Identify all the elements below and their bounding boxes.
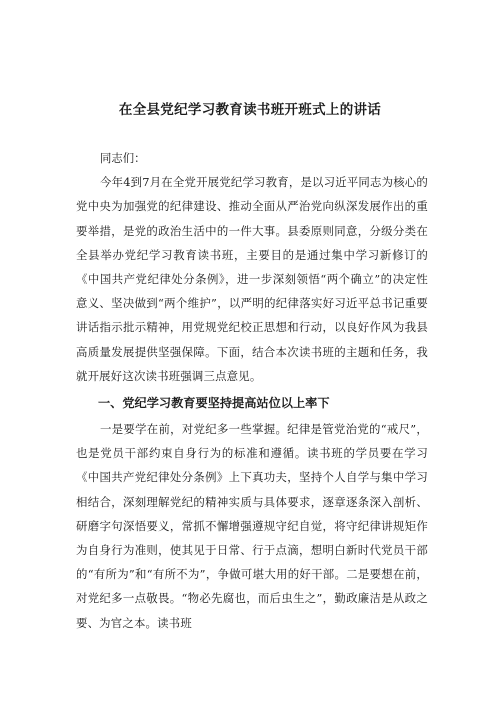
section-1-paragraph: 一是要学在前，对党纪多一些掌握。纪律是管党治党的“戒尺”，也是党员干部约束自身行为的标准和遵循。读书班的学员要在学习《中国共产党纪律处分条例》上下真功夫，坚持个人自学与集中学习相结合，深刻理解党纪的精神实质与具体要求，逐章逐条深入剖析、研磨字句深悟要义，常抓不懈增强遵规守纪自觉，将守纪律讲规矩作为自身行为准则，使其见于日常、行于点滴，想明白新时代党员干部的“有所为”和“有所不为”，争做可堪大用的好干部。二是要想在前，对党纪多一点敬畏。“物必先腐也，而后虫生之”，勤政廉洁是从政之要、为官之本。读书班 [76, 422, 428, 630]
document-body [76, 146, 428, 635]
document-title: 在全县党纪学习教育读书班开班式上的讲话 [118, 102, 382, 118]
salutation: 同志们： [100, 151, 146, 165]
section-heading-1: 一、党纪学习教育要坚持提高站位以上率下 [98, 396, 330, 411]
intro-paragraph: 今年4到7月在全党开展党纪学习教育，是以习近平同志为核心的党中央为加强党的纪律建设、推动全面从严治党向纵深发展作出的重要举措，是党的政治生活中的一件大事。县委原则同意，分级分类在全县举办党纪学习教育读书班，主要目的是通过集中学习新修订的《中国共产党纪律处分条例》，进一步深刻领悟“两个确立”的决定性意义、坚决做到“两个维护”，以严明的纪律落实好习近平总书记重要讲话指示批示精神，用党规党纪校正思想和行动，以良好作风为我县高质量发展提供坚强保障。下面，结合本次读书班的主题和任务，我就开展好这次读书班强调三点意见。 [76, 175, 428, 383]
